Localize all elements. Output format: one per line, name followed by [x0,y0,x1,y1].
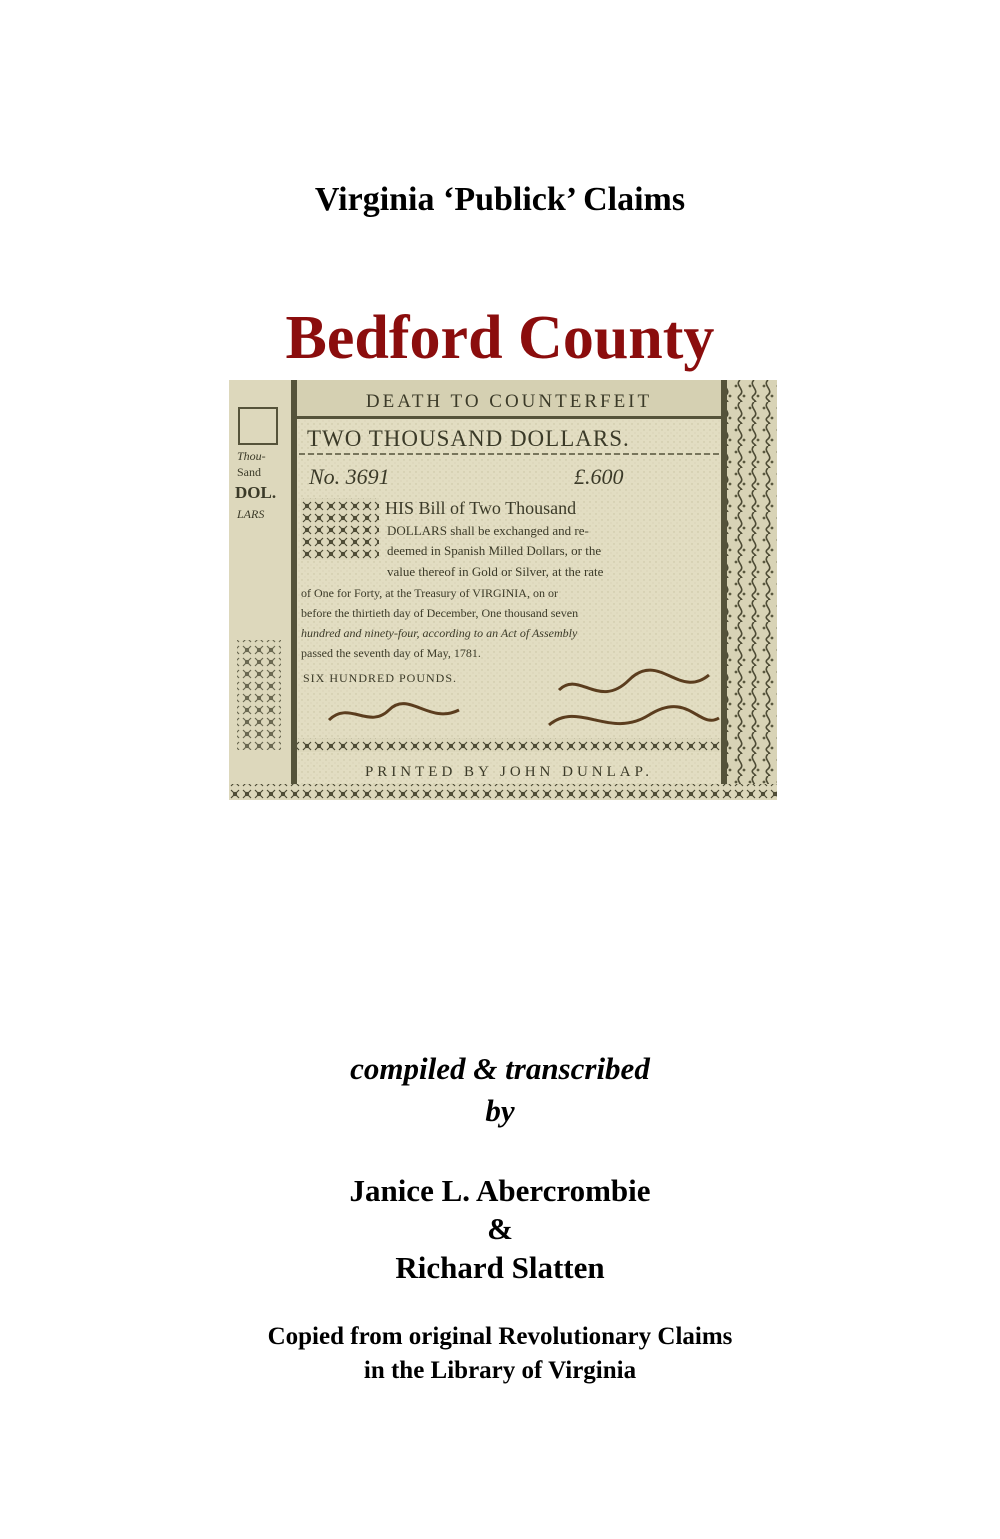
printer-lettering: PRINTED BY JOHN DUNLAP. [364,764,654,780]
side-word: LARS [237,507,265,521]
source-line-two: in the Library of Virginia [363,1357,637,1384]
side-word: DOL. [235,483,277,502]
bill-text-line: HIS Bill of Two Thousand [385,498,577,518]
bill-text-line: before the thirtieth day of December, One thousand seven [301,606,579,620]
denomination-lettering: TWO THOUSAND DOLLARS. [307,426,630,451]
author-two: Richard Slatten [395,1250,605,1285]
county-title: Bedford County [285,304,715,372]
six-hundred-lettering: SIX HUNDRED POUNDS. [303,671,458,685]
serial-number: No. 3691 [309,464,390,489]
bill-text-line: value thereof in Gold or Silver, at the rate [387,564,604,579]
by-line: by [485,1093,515,1128]
series-title: Virginia ‘Publick’ Claims [314,181,686,218]
bill-text-line: of One for Forty, at the Treasury of VIRGINIA, on or [301,586,558,600]
bill-text-line: DOLLARS shall be exchanged and re- [387,523,589,538]
bill-text-line: hundred and ninety-four, according to an Act of Assembly [301,626,578,640]
banknote-image [229,380,777,800]
compiled-line: compiled & transcribed [350,1051,650,1086]
ampersand: & [487,1211,513,1246]
source-line-one: Copied from original Revolutionary Claims [267,1323,733,1350]
bill-text-line: passed the seventh day of May, 1781. [301,646,481,660]
pounds-amount: £.600 [574,464,624,489]
side-word: Thou- [237,449,266,463]
side-word: Sand [237,465,261,479]
author-one: Janice L. Abercrombie [349,1173,651,1208]
bill-text-line: deemed in Spanish Milled Dollars, or the [387,543,602,558]
banner-lettering: DEATH TO COUNTERFEIT [365,391,653,412]
